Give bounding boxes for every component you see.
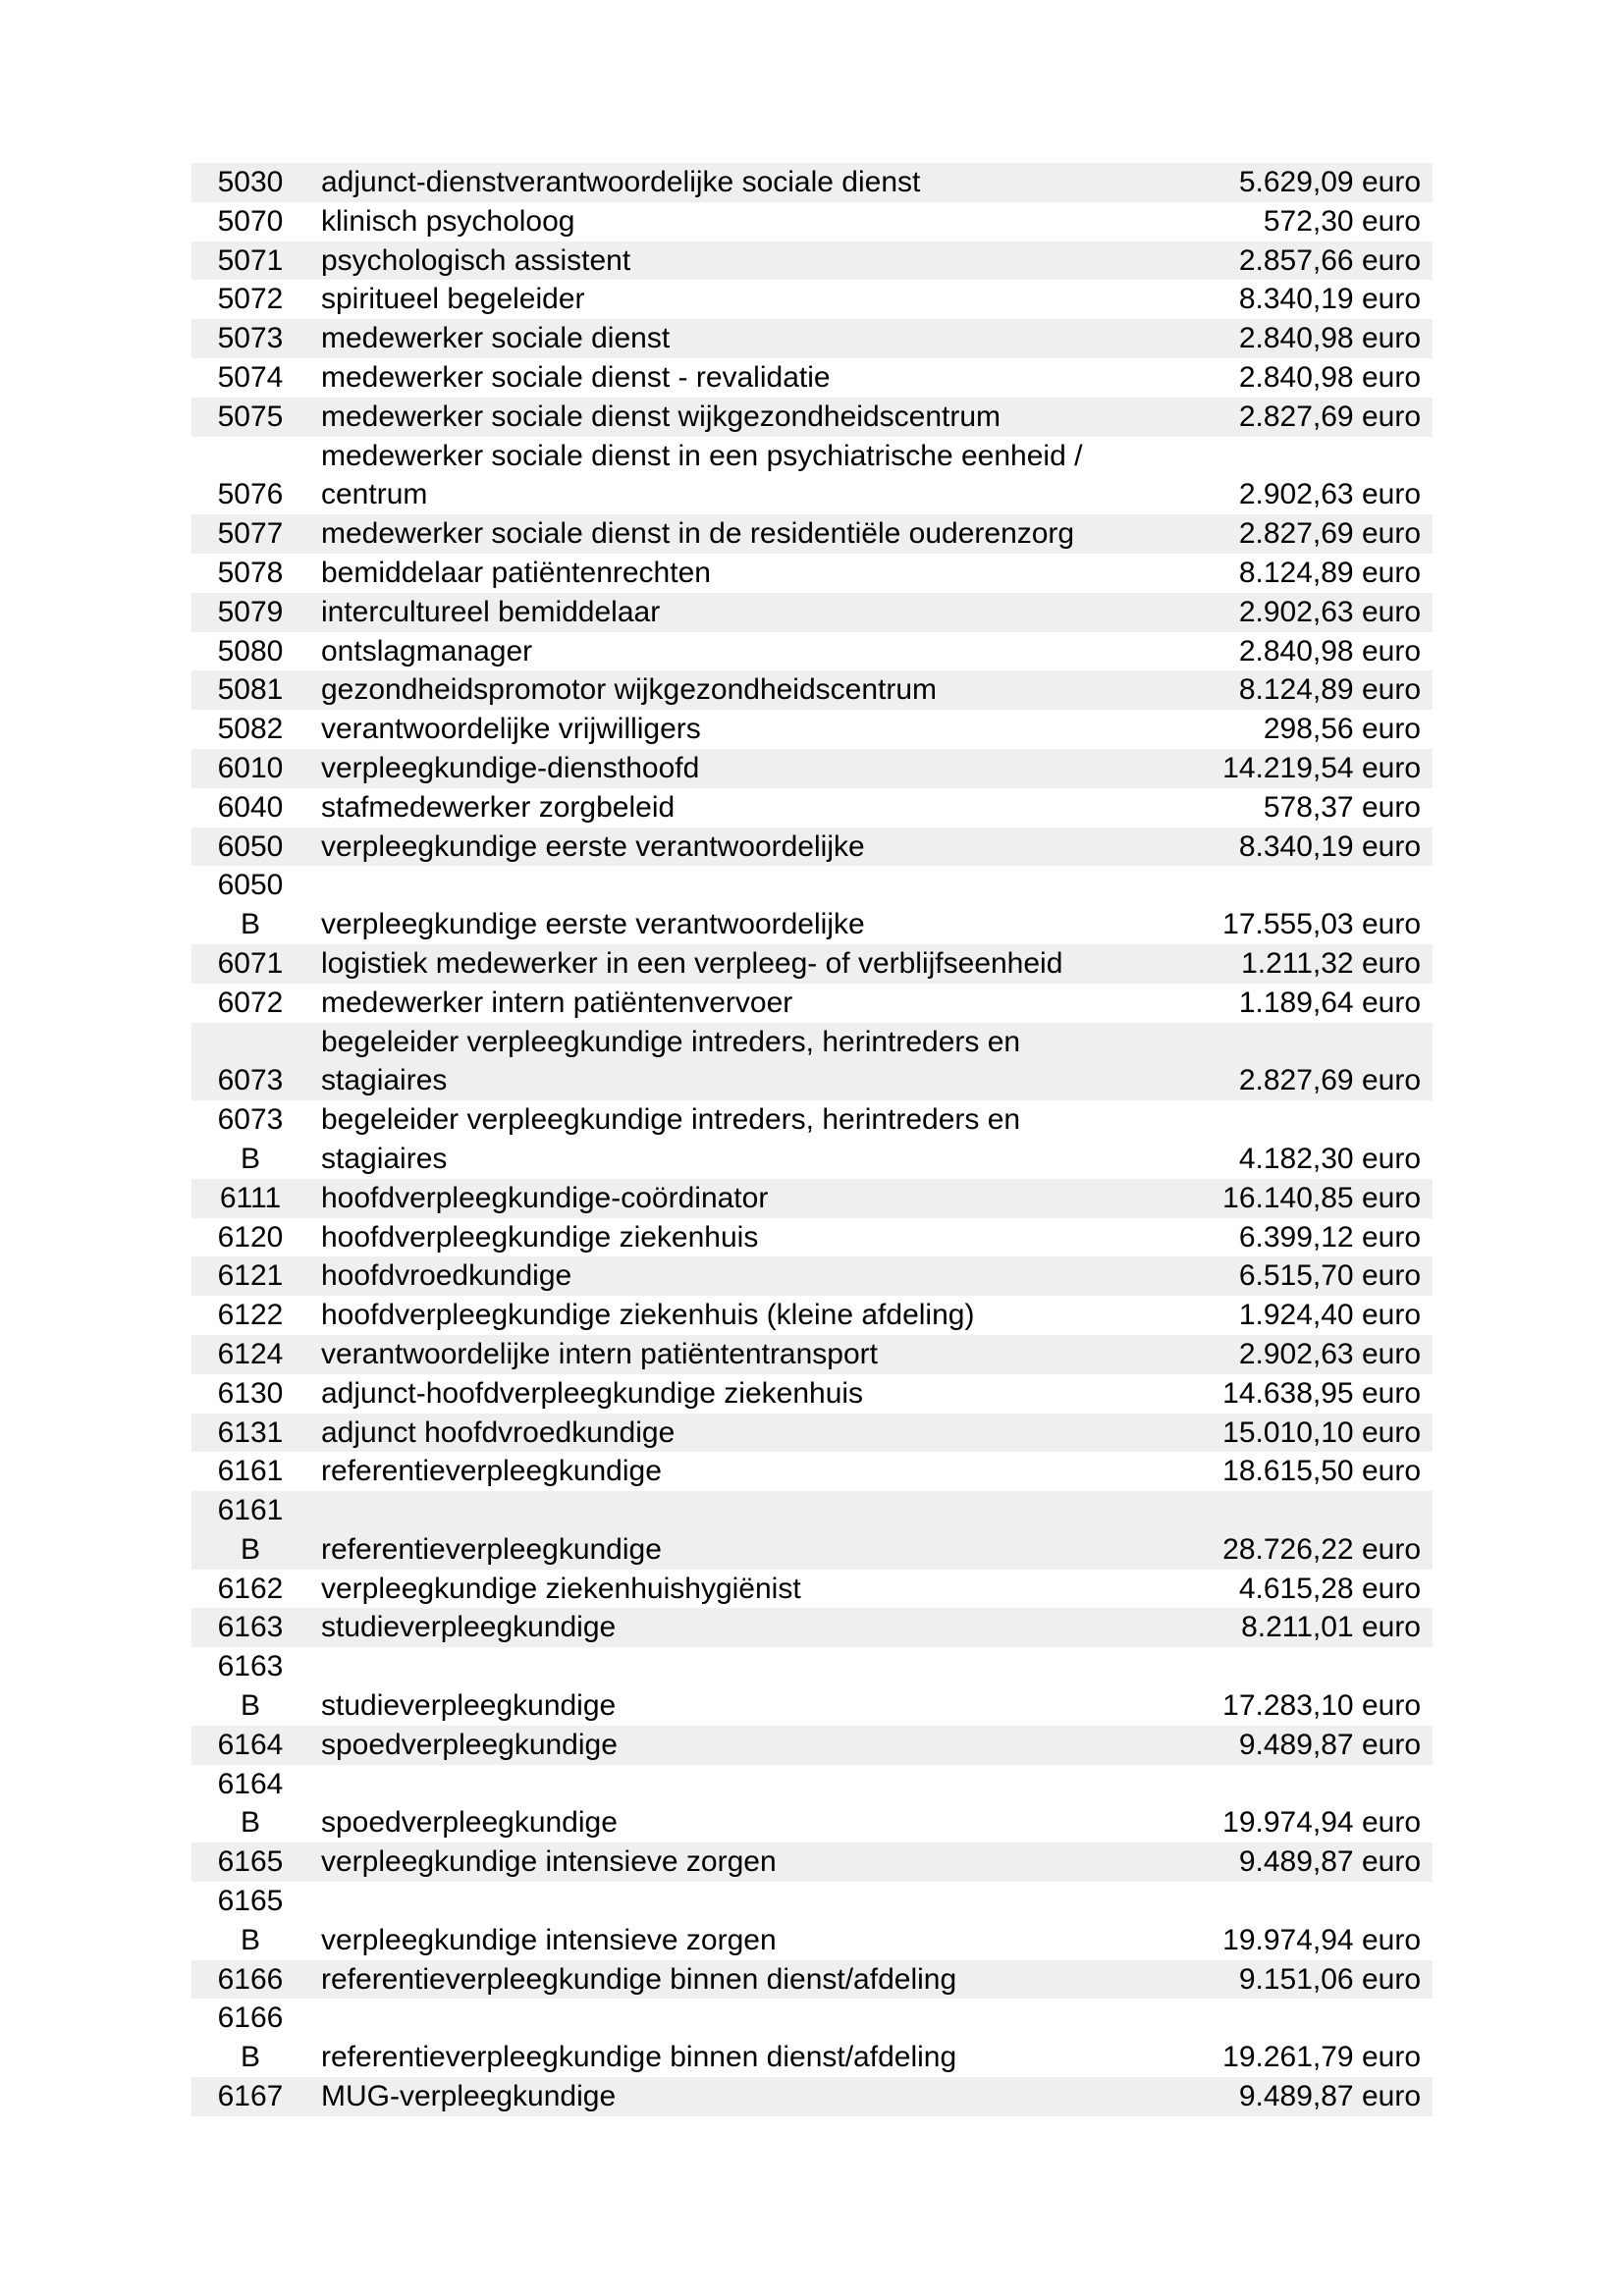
function-code [191,1023,309,1062]
table-row [191,398,1433,437]
table-row-line [191,241,1433,281]
table-row [191,1374,1433,1414]
table-row-line [191,905,1433,944]
function-code: 6163 [217,1650,284,1683]
table-row [191,788,1433,828]
table-row [191,1647,1433,1726]
table-row-line [191,1608,1433,1647]
table-row-line [191,1647,1433,1686]
table-row-line [191,163,1433,202]
table-row-line [191,1414,1433,1453]
function-title: klinisch psycholoog [321,204,575,238]
function-title: medewerker sociale dienst in de residentiële ouderenzorg [321,517,1075,551]
premium-amount: 1.211,32 euro [1241,946,1421,980]
function-code: 6073 [217,1103,284,1137]
function-code: 6050 [217,869,284,902]
function-title: MUG-verpleegkundige [321,2080,617,2113]
table-row-line [191,593,1433,632]
table-row-line [191,1256,1433,1296]
table-row [191,866,1433,944]
function-title: ontslagmanager [321,634,533,667]
table-row-line [191,1882,1433,1921]
premium-amount: 2.827,69 euro [1238,1064,1421,1097]
function-title: begeleider verpleegkundige intreders, herintreders en [321,1025,1021,1058]
function-title: verpleegkundige-diensthoofd [321,751,700,784]
premium-amount: 8.340,19 euro [1238,283,1421,316]
function-code: 6072 [217,986,284,1019]
function-title: adjunct hoofdvroedkundige [321,1415,676,1449]
premium-amount [1421,1882,1433,1921]
table-row-line [191,1452,1433,1491]
table-row [191,593,1433,632]
function-code: 5030 [217,166,284,198]
function-title: spiritueel begeleider [321,283,585,316]
function-code: 5082 [217,713,284,746]
table-row [191,1842,1433,1882]
function-title: spoedverpleegkundige [321,1806,618,1840]
table-row-line [191,475,1433,514]
function-code: B [240,2041,260,2074]
premium-amount: 2.840,98 euro [1238,322,1421,355]
table-row-line [191,280,1433,319]
premium-amount: 578,37 euro [1263,790,1421,824]
function-title [309,1882,1421,1921]
table-row [191,1100,1433,1179]
table-row-line [191,1491,1433,1530]
table-row [191,280,1433,319]
function-title: medewerker sociale dienst in een psychiatrische eenheid / [321,439,1083,472]
table-row-line [191,2077,1433,2116]
table-row-line [191,514,1433,554]
premium-amount: 19.974,94 euro [1222,1806,1421,1840]
table-row-line [191,1061,1433,1100]
function-code: 6010 [217,751,284,784]
table-row [191,2077,1433,2116]
function-code: 6120 [217,1220,284,1254]
function-title: adjunct-hoofdverpleegkundige ziekenhuis [321,1376,864,1410]
premium-amount [1421,1765,1433,1804]
function-title [309,1999,1421,2038]
table-row [191,1023,1433,1101]
table-row-line [191,866,1433,905]
function-code: 5080 [217,634,284,667]
premium-amount: 298,56 euro [1263,713,1421,746]
function-code: 6164 [217,1767,284,1800]
function-code: 5075 [217,400,284,433]
function-title: hoofdverpleegkundige ziekenhuis (kleine afdeling) [321,1299,975,1332]
function-title: verantwoordelijke vrijwilligers [321,713,701,746]
function-title: stagiaires [321,1064,448,1097]
table-row-line [191,1921,1433,1960]
table-row-line [191,710,1433,749]
function-code: 6073 [217,1064,284,1097]
premium-amount: 8.211,01 euro [1241,1611,1421,1644]
premium-amount: 9.489,87 euro [1238,1845,1421,1879]
function-code: 6164 [217,1728,284,1761]
function-code: 6130 [217,1376,284,1410]
table-row-line [191,1100,1433,1140]
premium-amount: 2.902,63 euro [1238,595,1421,628]
function-title: intercultureel bemiddelaar [321,595,661,628]
function-title: verpleegkundige intensieve zorgen [321,1923,777,1956]
function-code: 5071 [217,243,284,277]
premium-amount [1421,866,1433,905]
function-title: studieverpleegkundige [321,1689,617,1723]
table-row [191,749,1433,788]
table-row-line [191,670,1433,710]
table-row [191,1491,1433,1570]
function-title: hoofdverpleegkundige-coördinator [321,1181,769,1214]
function-title: medewerker sociale dienst wijkgezondheidscentrum [321,400,1001,433]
function-title: referentieverpleegkundige binnen dienst/afdeling [321,2041,957,2074]
table-row-line [191,1765,1433,1804]
table-row [191,163,1433,202]
function-code: 6121 [217,1259,284,1293]
table-row-line [191,1570,1433,1609]
premium-amount: 28.726,22 euro [1222,1532,1421,1566]
table-row [191,514,1433,554]
table-row-line [191,202,1433,241]
function-code: 6163 [217,1611,284,1644]
table-row-line [191,1960,1433,2000]
function-title [309,1765,1421,1804]
table-row [191,828,1433,867]
function-code: 6111 [219,1181,282,1214]
premium-amount [1421,437,1433,476]
function-title: verpleegkundige eerste verantwoordelijke [321,829,865,863]
table-row [191,1960,1433,2000]
table-row [191,1414,1433,1453]
table-row [191,319,1433,358]
table-row-line [191,749,1433,788]
function-code: 6050 [217,829,284,863]
function-code: 5072 [217,283,284,316]
function-title: hoofdverpleegkundige ziekenhuis [321,1220,759,1254]
function-code [191,437,309,476]
table-row [191,1179,1433,1218]
table-row-line [191,632,1433,671]
table-row-line [191,1335,1433,1374]
premium-amount [1421,1647,1433,1686]
table-row [191,944,1433,984]
function-code: 5070 [217,204,284,238]
table-row-line [191,828,1433,867]
table-row [191,1296,1433,1335]
table-row-line [191,1686,1433,1726]
premium-amount [1421,1491,1433,1530]
premium-amount: 1.924,40 euro [1238,1299,1421,1332]
premium-amount [1421,1100,1433,1140]
function-title: spoedverpleegkundige [321,1728,618,1761]
table-row [191,1999,1433,2077]
function-code: 5073 [217,322,284,355]
premium-amount: 14.638,95 euro [1222,1376,1421,1410]
function-title: verpleegkundige eerste verantwoordelijke [321,908,865,941]
function-title: medewerker sociale dienst [321,322,671,355]
premium-amount: 4.182,30 euro [1238,1142,1421,1175]
function-code: 5076 [217,478,284,511]
function-title: verantwoordelijke intern patiëntentransport [321,1337,878,1370]
premium-amount: 15.010,10 euro [1222,1415,1421,1449]
function-premium-table [191,163,1433,2116]
function-title: bemiddelaar patiëntenrechten [321,556,711,589]
table-row-line [191,554,1433,593]
function-code: 6161 [217,1455,284,1488]
table-row-line [191,2038,1433,2077]
premium-amount: 17.283,10 euro [1222,1689,1421,1723]
table-row-line [191,1842,1433,1882]
function-code: 6122 [217,1299,284,1332]
table-row-line [191,1530,1433,1570]
table-row-line [191,944,1433,984]
function-code: 6071 [217,946,284,980]
function-title [309,866,1421,905]
function-code: 5079 [217,595,284,628]
premium-amount: 2.902,63 euro [1238,478,1421,511]
function-code: 6124 [217,1337,284,1370]
function-title: stagiaires [321,1142,448,1175]
premium-amount: 9.151,06 euro [1238,1962,1421,1996]
premium-amount: 4.615,28 euro [1238,1572,1421,1605]
table-row-line [191,1140,1433,1179]
premium-amount: 8.124,89 euro [1238,673,1421,707]
function-code: 6040 [217,790,284,824]
table-row-line [191,1296,1433,1335]
table-row-line [191,437,1433,476]
table-row [191,670,1433,710]
table-row [191,241,1433,281]
function-title: referentieverpleegkundige [321,1455,662,1488]
function-code: 6161 [217,1494,284,1527]
table-row-line [191,1218,1433,1257]
function-code: B [240,1806,260,1840]
function-title: psychologisch assistent [321,243,631,277]
function-title [309,1647,1421,1686]
function-code: 5077 [217,517,284,551]
function-title: begeleider verpleegkundige intreders, herintreders en [321,1103,1021,1137]
table-row [191,1570,1433,1609]
table-row [191,1452,1433,1491]
function-title: adjunct-dienstverantwoordelijke sociale dienst [321,166,921,198]
function-code: 6165 [217,1845,284,1879]
function-code: B [240,1689,260,1723]
premium-amount: 2.902,63 euro [1238,1337,1421,1370]
premium-amount: 8.340,19 euro [1238,829,1421,863]
premium-amount [1421,1999,1433,2038]
premium-amount: 18.615,50 euro [1222,1455,1421,1488]
function-title: logistiek medewerker in een verpleeg- of verblijfseenheid [321,946,1063,980]
table-row-line [191,984,1433,1023]
table-row-line [191,1179,1433,1218]
table-row [191,1335,1433,1374]
table-row [191,358,1433,398]
premium-amount: 2.840,98 euro [1238,634,1421,667]
table-row [191,202,1433,241]
function-code: B [240,1923,260,1956]
table-row [191,1882,1433,1960]
function-title: centrum [321,478,428,511]
function-code: 6162 [217,1572,284,1605]
function-title: referentieverpleegkundige binnen dienst/afdeling [321,1962,957,1996]
table-row-line [191,788,1433,828]
function-title: stafmedewerker zorgbeleid [321,790,676,824]
table-row-line [191,1726,1433,1765]
premium-amount: 17.555,03 euro [1222,908,1421,941]
function-title: medewerker sociale dienst - revalidatie [321,360,831,394]
table-row [191,1608,1433,1647]
premium-amount: 16.140,85 euro [1222,1181,1421,1214]
premium-amount: 2.827,69 euro [1238,517,1421,551]
function-title: hoofdvroedkundige [321,1259,572,1293]
table-row-line [191,358,1433,398]
function-code: 5081 [217,673,284,707]
premium-amount: 5.629,09 euro [1238,166,1421,198]
function-title: studieverpleegkundige [321,1611,617,1644]
function-title: referentieverpleegkundige [321,1532,662,1566]
table-row-line [191,1023,1433,1062]
function-title: medewerker intern patiëntenvervoer [321,986,793,1019]
premium-amount: 9.489,87 euro [1238,1728,1421,1761]
premium-amount: 8.124,89 euro [1238,556,1421,589]
premium-amount: 14.219,54 euro [1222,751,1421,784]
premium-amount: 19.974,94 euro [1222,1923,1421,1956]
premium-amount: 1.189,64 euro [1238,986,1421,1019]
premium-amount: 6.515,70 euro [1238,1259,1421,1293]
table-row [191,437,1433,515]
function-code: 5078 [217,556,284,589]
premium-amount: 2.840,98 euro [1238,360,1421,394]
function-code: 6131 [217,1415,284,1449]
function-code: B [240,908,260,941]
function-code: 5074 [217,360,284,394]
premium-amount: 6.399,12 euro [1238,1220,1421,1254]
table-row [191,1765,1433,1843]
table-row [191,1256,1433,1296]
function-title: gezondheidspromotor wijkgezondheidscentrum [321,673,938,707]
table-row-line [191,1999,1433,2038]
function-title [309,1491,1421,1530]
function-title: verpleegkundige ziekenhuishygiënist [321,1572,801,1605]
table-row-line [191,1803,1433,1842]
table-row-line [191,319,1433,358]
table-row [191,984,1433,1023]
premium-amount: 19.261,79 euro [1222,2041,1421,2074]
function-code: B [240,1142,260,1175]
premium-amount: 9.489,87 euro [1238,2080,1421,2113]
function-title: verpleegkundige intensieve zorgen [321,1845,777,1879]
table-row [191,1218,1433,1257]
table-row [191,632,1433,671]
premium-amount: 2.827,69 euro [1238,400,1421,433]
table-row-line [191,398,1433,437]
function-code: 6165 [217,1885,284,1918]
function-code: 6167 [217,2080,284,2113]
table-row [191,1726,1433,1765]
function-code: B [240,1532,260,1566]
table-row [191,554,1433,593]
premium-amount: 572,30 euro [1263,204,1421,238]
table-row-line [191,1374,1433,1414]
table-row [191,710,1433,749]
premium-amount [1421,1023,1433,1062]
function-code: 6166 [217,1962,284,1996]
premium-amount: 2.857,66 euro [1238,243,1421,277]
function-code: 6166 [217,2002,284,2035]
